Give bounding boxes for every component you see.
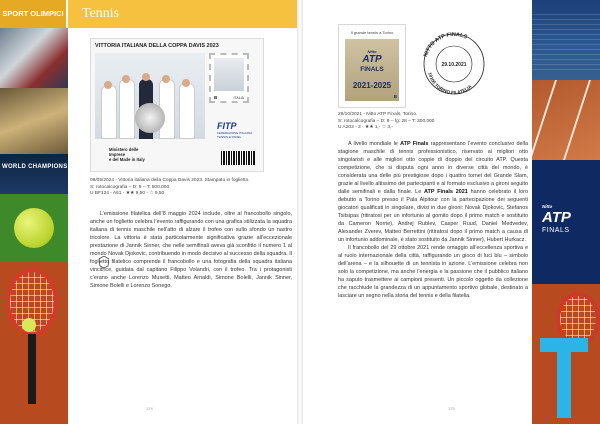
atp-stamp [345, 39, 399, 101]
player-head [142, 73, 150, 81]
postmark-arc-top: NITTO ATP FINALS [423, 31, 468, 58]
atp-finals-emphasis: ATP Finals [400, 141, 429, 147]
page-title: Tennis [82, 6, 120, 21]
right-body-text [338, 140, 528, 300]
stamp-sheet [90, 38, 264, 172]
caption-print-line: S: rotocalcografia – D: 9 – fg: 28 – T: 300.000 [338, 118, 435, 124]
card-header-right: a Torino [379, 30, 394, 35]
court-line [563, 80, 591, 160]
team-photo [95, 53, 205, 139]
left-paragraph: L’emissione filatelica dell’8 maggio 2024 include, oltre al francobollo singolo, anche un foglietto celebra l’evento raffigurando con una grafica stilizzata la squadra italiana di tennis maschile nell’atto di alzare il trofeo con sullo sfondo un nastro tricolore. La vittoria è stata particolarmente significativa grazie all’eccezionale prestazione di Jannik Sinner, che nelle semifinali aveva già sconfitto il numero 1 al mondo Novak Djokovic, contribuendo in modo decisivo al successo della squadra. Il foglietto filatelico comprende il francobollo e una fotografia della squadra italiana vincitrice, guidata dal capitano Filippo Volandri, con il trofeo. Tra i protagonisti c’erano anche Lorenzo Musetti, Matteo Arnaldi, Simone Bolelli, Jannik Sinner, Simone Bolelli e Lorenzo Sonego. [90, 211, 292, 289]
left-page-number: 174 [146, 406, 153, 411]
court-line [532, 80, 557, 160]
arena-photo [532, 0, 600, 80]
ministry-line1: Ministero delle Imprese [109, 147, 139, 157]
caption-date-line: 08/05/2024 - Vittoria italiana della Coppa Davis 2023. Stampato in foglietto. [90, 178, 250, 183]
stamp-card [338, 24, 406, 108]
section-badge: SPORT OLIMPICI [0, 0, 66, 28]
barcode [221, 151, 255, 165]
tennis-ball-icon [14, 208, 54, 248]
left-caption [90, 178, 300, 198]
world-champions-text: WORLD CHAMPIONS [2, 164, 68, 170]
team-photo-thumb [0, 28, 68, 88]
stamp-value: B [393, 94, 397, 99]
player-head [104, 81, 112, 89]
stamp-nitto: Nitto [367, 49, 377, 54]
right-paragraph-2: Il francobollo del 29 ottobre 2021 rende omaggio all’eccellenza sportiva e al ruolo internazionale della città, raffigurando un gioco di luci blu – simbolo dell’arena – e la silhouette di un tennista in azione. L’emissione celebra non solo la competizione, ma anche l’energia e la passione che il pubblico italiano ha saputo trasmettere ai campioni presenti. Un piccolo oggetto da collezione che racchiude la grandezza di un appuntamento sportivo globale, destinato a lasciare un segno nella storia del tennis e della filatelia. [338, 245, 528, 299]
card-header-left: Il grande tennis [350, 30, 379, 35]
player-head [182, 79, 190, 87]
player-head [122, 75, 130, 83]
letter-t-stem [557, 352, 571, 418]
postmark-cancel [414, 24, 494, 104]
ministry-logo [95, 147, 155, 162]
caption-catalog-line: U BF124 - A61 - ★★ 9,50 - ☆ 9,50 [90, 191, 165, 196]
player-figure [179, 83, 195, 139]
right-paragraph-1: A livello mondiale le ATP Finals rappresentano l’evento conclusivo della stagione maschile di tennis professionistico, riservato ai migliori otto singolaristi e alle migliori otto coppie di doppio del circuito ATP. Questa competizione, che si disputa ogni anno in diverse città del mondo, è considerata una delle più prestigiose dopo i quattro tornei del Grande Slam, grazie al livello altissimo dei partecipanti e al formato esclusivo a gironi seguito dalle semifinali e dalla finale. Le ATP Finals 2021 hanno celebrato il loro debutto a Torino presso il Pala Alpitour con la partecipazione dei seguenti giocatori qualificati in singolare, divisi in due gironi: Novak Djokovic, Stefanos Tsitsipas (ritiratosi per un infortunio al gomito dopo il primo match e sostituito da Cameron Norrie), Andrej Rublev, Casper Ruud, Daniel Medvedev, Alexander Zverev, Matteo Berrettini (ritiratosi dopo il primo match a causa di un infortunio addominale, è stato sostituito da Jannik Sinner), Hubert Hurkacz. [338, 141, 529, 243]
trophy-photo-thumb [0, 88, 68, 154]
left-photo-strip [0, 0, 68, 424]
stamp-image [214, 58, 244, 91]
davis-cup-trophy [135, 103, 165, 133]
atp-finals-logo-panel [532, 160, 600, 284]
atp-finals-2021-emphasis: ATP Finals 2021 [424, 189, 468, 195]
letter-t-decoration [540, 338, 588, 418]
player-figure [101, 85, 117, 139]
ministry-line2: e del Made in Italy [109, 157, 145, 162]
stamp-value: B [214, 95, 218, 100]
card-header [343, 30, 401, 35]
player-head [162, 75, 170, 83]
logo-nitto: Nitto [542, 204, 553, 209]
stamp-country: ITALIA [233, 96, 244, 100]
logo-atp: ATP [542, 209, 571, 226]
left-body-text [90, 210, 292, 290]
fitp-subtitle: FEDERAZIONE ITALIANA TENNIS E PADEL [217, 131, 253, 139]
caption-date-line: 29/10/2021 - Nitto ATP Finals, Torino. [338, 112, 418, 117]
fitp-logo: FITP [217, 121, 237, 131]
stamp-finals: FINALS [360, 66, 384, 73]
racket-handle [28, 334, 36, 404]
world-champions-photo [0, 154, 68, 194]
logo-finals: FINALS [542, 227, 570, 234]
sheet-title: VITTORIA ITALIANA DELLA COPPA DAVIS 2023 [95, 43, 219, 49]
arena-seats [532, 10, 600, 70]
postmark-arc-bottom: 10100 TORINO FILATELIA [427, 71, 473, 96]
player-figure [119, 79, 135, 139]
letter-t-bar [540, 338, 588, 352]
right-page-number: 175 [448, 406, 455, 411]
stamp-atp: ATP [362, 54, 382, 65]
caption-print-line: S: rotocalcografia – D: 9 – T: 500.000 [90, 184, 170, 190]
caption-catalog-line: U A203 - 3 - ★★ 1,- ☆ 3,- [338, 125, 394, 130]
right-caption [338, 112, 498, 132]
stamp [209, 53, 249, 103]
postmark-date: 29.10.2021 [441, 62, 467, 68]
stamp-years: 2021-2025 [352, 81, 392, 90]
page-gutter [297, 0, 303, 424]
court-photo [532, 80, 600, 160]
small-ball-icon [22, 318, 36, 332]
